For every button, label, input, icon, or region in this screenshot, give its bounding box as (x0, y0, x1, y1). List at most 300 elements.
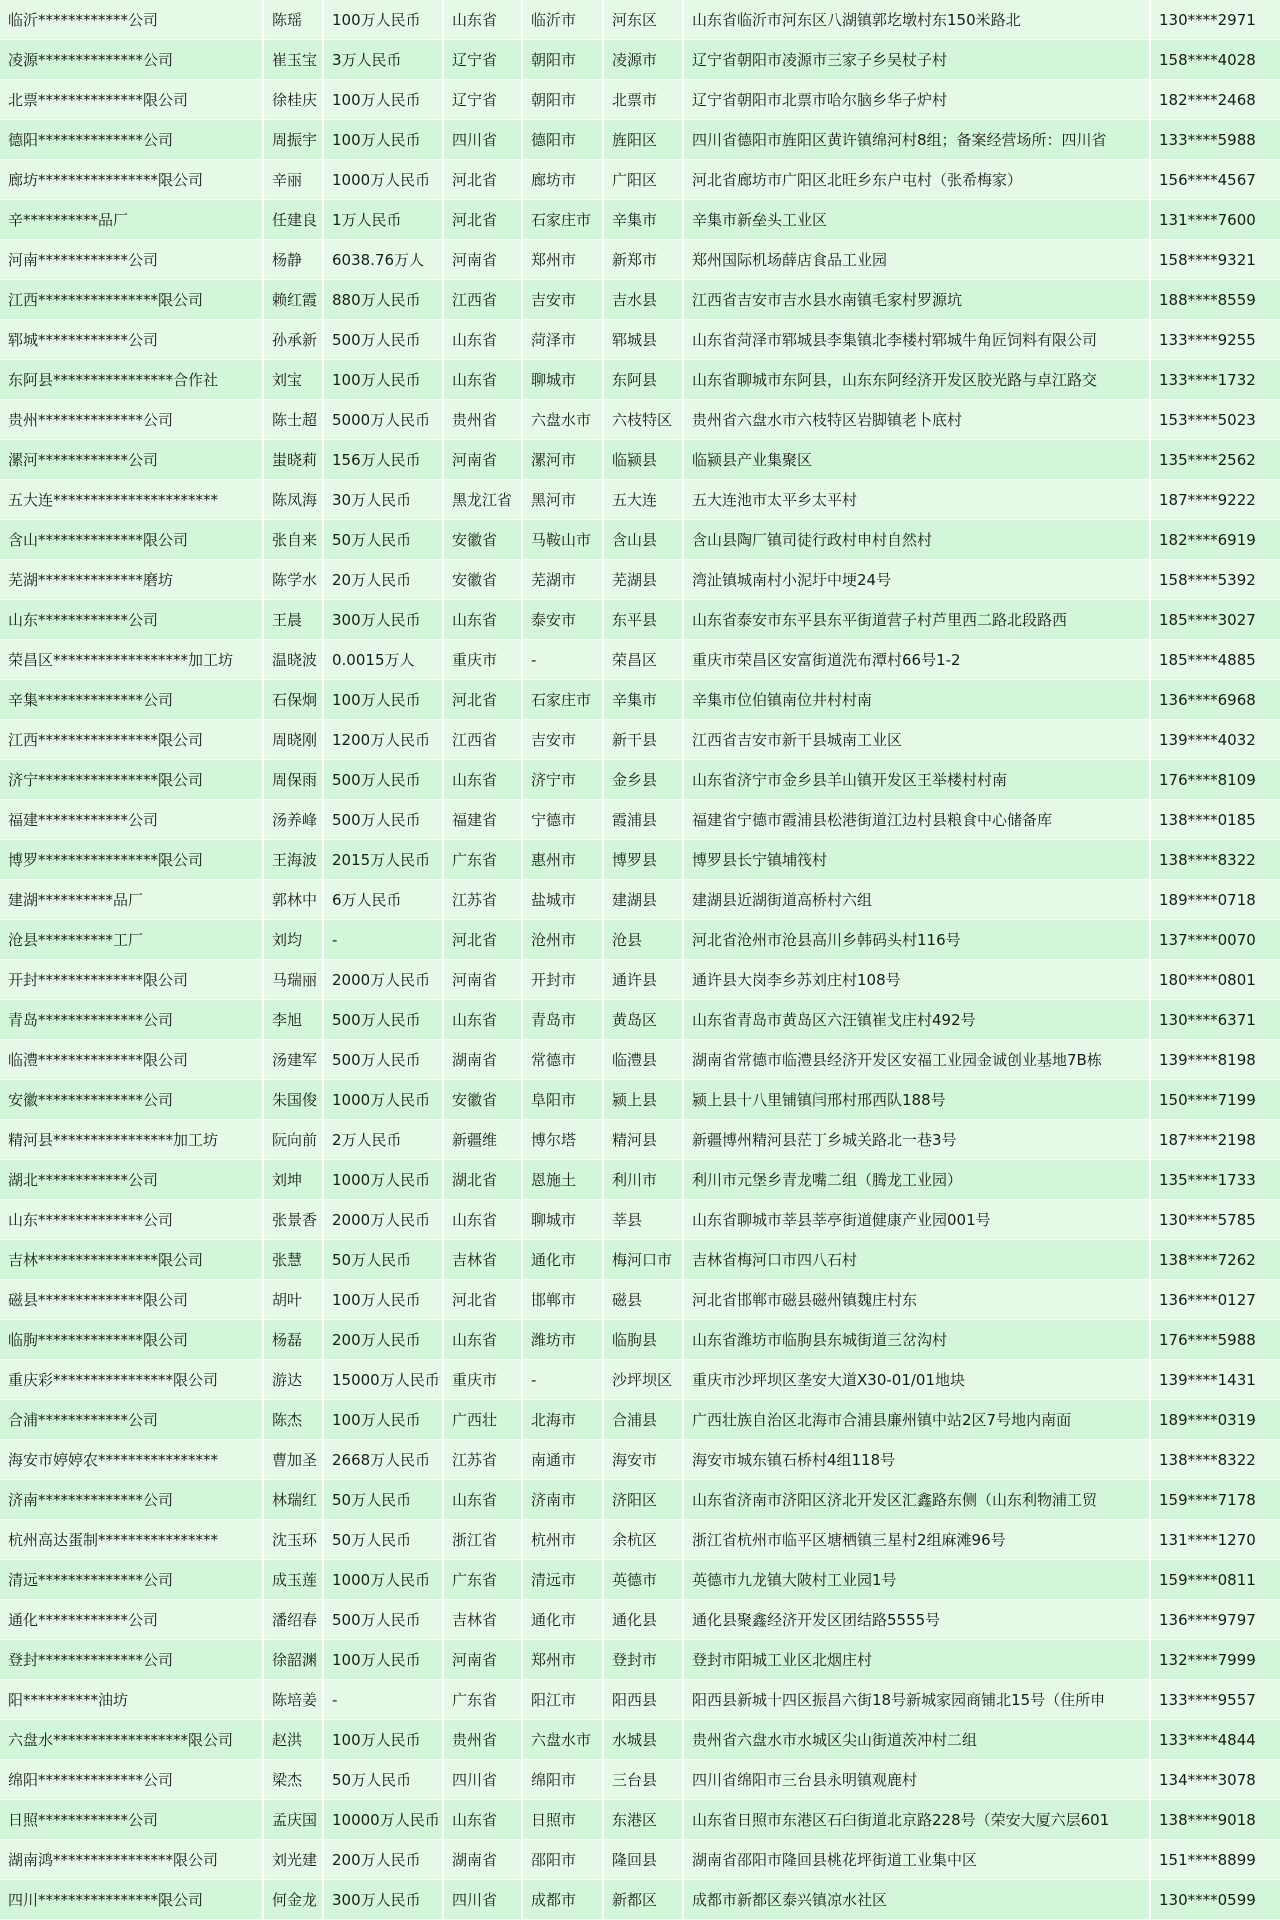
address-cell: 郑州国际机场薛店食品工业园 (684, 240, 1151, 280)
city-cell: 惠州市 (523, 840, 604, 880)
legal-rep-cell: 孟庆国 (264, 1800, 324, 1840)
company-name-cell: 建湖**********品厂 (0, 880, 264, 920)
phone-cell: 159****7178 (1151, 1480, 1280, 1520)
district-cell: 梅河口市 (604, 1240, 684, 1280)
city-cell: 六盘水市 (523, 400, 604, 440)
table-row (0, 800, 1280, 840)
company-name-cell: 临沂************公司 (0, 0, 264, 40)
district-cell: 英德市 (604, 1560, 684, 1600)
registered-capital-cell: 200万人民币 (324, 1320, 444, 1360)
district-cell: 凌源市 (604, 40, 684, 80)
city-cell: 临沂市 (523, 0, 604, 40)
city-cell: 通化市 (523, 1240, 604, 1280)
phone-cell: 133****9255 (1151, 320, 1280, 360)
table-row (0, 1240, 1280, 1280)
district-cell: 广阳区 (604, 160, 684, 200)
phone-cell: 130****6371 (1151, 1000, 1280, 1040)
legal-rep-cell: 马瑞丽 (264, 960, 324, 1000)
registered-capital-cell: 156万人民币 (324, 440, 444, 480)
city-cell: 郑州市 (523, 240, 604, 280)
district-cell: 芜湖县 (604, 560, 684, 600)
company-name-cell: 郓城************公司 (0, 320, 264, 360)
registered-capital-cell: 100万人民币 (324, 680, 444, 720)
legal-rep-cell: 陈凤海 (264, 480, 324, 520)
city-cell: 泰安市 (523, 600, 604, 640)
legal-rep-cell: 周保雨 (264, 760, 324, 800)
district-cell: 利川市 (604, 1160, 684, 1200)
phone-cell: 132****7999 (1151, 1640, 1280, 1680)
legal-rep-cell: 刘宝 (264, 360, 324, 400)
legal-rep-cell: 陈学水 (264, 560, 324, 600)
province-cell: 山东省 (444, 360, 523, 400)
address-cell: 湾沚镇城南村小泥圩中埂24号 (684, 560, 1151, 600)
table-row (0, 1400, 1280, 1440)
phone-cell: 182****2468 (1151, 80, 1280, 120)
company-name-cell: 芜湖**************磨坊 (0, 560, 264, 600)
address-cell: 山东省临沂市河东区八湖镇郭圪墩村东150米路北 (684, 0, 1151, 40)
company-name-cell: 贵州**************公司 (0, 400, 264, 440)
phone-cell: 133****1732 (1151, 360, 1280, 400)
city-cell: 漯河市 (523, 440, 604, 480)
phone-cell: 187****9222 (1151, 480, 1280, 520)
address-cell: 广西壮族自治区北海市合浦县廉州镇中站2区7号地内南面 (684, 1400, 1151, 1440)
registered-capital-cell: 100万人民币 (324, 1400, 444, 1440)
registered-capital-cell: 1000万人民币 (324, 1080, 444, 1120)
district-cell: 沙坪坝区 (604, 1360, 684, 1400)
registered-capital-cell: 50万人民币 (324, 1760, 444, 1800)
city-cell: 济宁市 (523, 760, 604, 800)
legal-rep-cell: 何金龙 (264, 1880, 324, 1920)
district-cell: 建湖县 (604, 880, 684, 920)
district-cell: 金乡县 (604, 760, 684, 800)
city-cell: 芜湖市 (523, 560, 604, 600)
table-row (0, 200, 1280, 240)
city-cell: 北海市 (523, 1400, 604, 1440)
table-row (0, 1640, 1280, 1680)
province-cell: 吉林省 (444, 1600, 523, 1640)
table-row (0, 1440, 1280, 1480)
registered-capital-cell: 1200万人民币 (324, 720, 444, 760)
company-name-cell: 杭州高达蛋制**************** (0, 1520, 264, 1560)
legal-rep-cell: 潘绍春 (264, 1600, 324, 1640)
phone-cell: 139****1431 (1151, 1360, 1280, 1400)
address-cell: 山东省聊城市莘县莘亭街道健康产业园001号 (684, 1200, 1151, 1240)
province-cell: 广东省 (444, 1560, 523, 1600)
company-name-cell: 德阳**************公司 (0, 120, 264, 160)
province-cell: 河北省 (444, 160, 523, 200)
phone-cell: 189****0319 (1151, 1400, 1280, 1440)
address-cell: 贵州省六盘水市六枝特区岩脚镇老卜底村 (684, 400, 1151, 440)
registered-capital-cell: 1000万人民币 (324, 1160, 444, 1200)
company-name-cell: 江西****************限公司 (0, 280, 264, 320)
province-cell: 山东省 (444, 0, 523, 40)
district-cell: 辛集市 (604, 200, 684, 240)
phone-cell: 138****8322 (1151, 840, 1280, 880)
district-cell: 临朐县 (604, 1320, 684, 1360)
registered-capital-cell: 300万人民币 (324, 1880, 444, 1920)
city-cell: 德阳市 (523, 120, 604, 160)
legal-rep-cell: 朱国俊 (264, 1080, 324, 1120)
district-cell: 通化县 (604, 1600, 684, 1640)
table-row (0, 120, 1280, 160)
legal-rep-cell: 刘坤 (264, 1160, 324, 1200)
table-row (0, 400, 1280, 440)
city-cell: 日照市 (523, 1800, 604, 1840)
table-row (0, 1200, 1280, 1240)
company-name-cell: 安徽**************公司 (0, 1080, 264, 1120)
province-cell: 山东省 (444, 1480, 523, 1520)
registered-capital-cell: 6万人民币 (324, 880, 444, 920)
city-cell: 邵阳市 (523, 1840, 604, 1880)
city-cell: 菏泽市 (523, 320, 604, 360)
district-cell: 精河县 (604, 1120, 684, 1160)
registered-capital-cell: 300万人民币 (324, 600, 444, 640)
table-row (0, 840, 1280, 880)
table-row (0, 1160, 1280, 1200)
table-row (0, 1320, 1280, 1360)
legal-rep-cell: 游达 (264, 1360, 324, 1400)
district-cell: 莘县 (604, 1200, 684, 1240)
table-row (0, 1120, 1280, 1160)
province-cell: 广东省 (444, 840, 523, 880)
city-cell: 清远市 (523, 1560, 604, 1600)
registered-capital-cell: 20万人民币 (324, 560, 444, 600)
district-cell: 余杭区 (604, 1520, 684, 1560)
company-name-cell: 含山**************限公司 (0, 520, 264, 560)
company-name-cell: 漯河************公司 (0, 440, 264, 480)
registered-capital-cell: 50万人民币 (324, 520, 444, 560)
address-cell: 江西省吉安市吉水县水南镇毛家村罗源坑 (684, 280, 1151, 320)
phone-cell: 187****2198 (1151, 1120, 1280, 1160)
phone-cell: 137****0070 (1151, 920, 1280, 960)
city-cell: 朝阳市 (523, 80, 604, 120)
province-cell: 河南省 (444, 960, 523, 1000)
company-name-cell: 济宁****************限公司 (0, 760, 264, 800)
province-cell: 四川省 (444, 1760, 523, 1800)
table-row (0, 720, 1280, 760)
legal-rep-cell: 张自来 (264, 520, 324, 560)
company-name-cell: 海安市婷婷农**************** (0, 1440, 264, 1480)
address-cell: 江西省吉安市新干县城南工业区 (684, 720, 1151, 760)
company-name-cell: 登封**************公司 (0, 1640, 264, 1680)
company-name-cell: 临朐**************限公司 (0, 1320, 264, 1360)
address-cell: 山东省泰安市东平县东平街道营子村芦里西二路北段路西 (684, 600, 1151, 640)
company-name-cell: 沧县**********工厂 (0, 920, 264, 960)
address-cell: 登封市阳城工业区北烟庄村 (684, 1640, 1151, 1680)
phone-cell: 138****8322 (1151, 1440, 1280, 1480)
legal-rep-cell: 郭林中 (264, 880, 324, 920)
city-cell: - (523, 1360, 604, 1400)
company-name-cell: 荣昌区******************加工坊 (0, 640, 264, 680)
company-name-cell: 东阿县****************合作社 (0, 360, 264, 400)
phone-cell: 156****4567 (1151, 160, 1280, 200)
district-cell: 五大连 (604, 480, 684, 520)
province-cell: 黑龙江省 (444, 480, 523, 520)
registered-capital-cell: 2015万人民币 (324, 840, 444, 880)
address-cell: 河北省廊坊市广阳区北旺乡东户屯村（张希梅家） (684, 160, 1151, 200)
city-cell: 博尔塔 (523, 1120, 604, 1160)
phone-cell: 188****8559 (1151, 280, 1280, 320)
legal-rep-cell: 汤建军 (264, 1040, 324, 1080)
table-row (0, 1040, 1280, 1080)
registered-capital-cell: 2000万人民币 (324, 960, 444, 1000)
province-cell: 湖南省 (444, 1040, 523, 1080)
address-cell: 重庆市沙坪坝区垄安大道X30-01/01地块 (684, 1360, 1151, 1400)
province-cell: 山东省 (444, 1320, 523, 1360)
address-cell: 利川市元堡乡青龙嘴二组（腾龙工业园） (684, 1160, 1151, 1200)
province-cell: 河北省 (444, 680, 523, 720)
company-name-cell: 吉林****************限公司 (0, 1240, 264, 1280)
city-cell: 杭州市 (523, 1520, 604, 1560)
legal-rep-cell: 陈杰 (264, 1400, 324, 1440)
legal-rep-cell: 成玉莲 (264, 1560, 324, 1600)
phone-cell: 138****0185 (1151, 800, 1280, 840)
table-row (0, 560, 1280, 600)
registered-capital-cell: 3万人民币 (324, 40, 444, 80)
registered-capital-cell: 200万人民币 (324, 1840, 444, 1880)
province-cell: 江苏省 (444, 1440, 523, 1480)
province-cell: 江苏省 (444, 880, 523, 920)
district-cell: 临澧县 (604, 1040, 684, 1080)
company-name-cell: 四川****************限公司 (0, 1880, 264, 1920)
legal-rep-cell: 曹加圣 (264, 1440, 324, 1480)
registered-capital-cell: 500万人民币 (324, 1040, 444, 1080)
province-cell: 江西省 (444, 720, 523, 760)
legal-rep-cell: 徐韶渊 (264, 1640, 324, 1680)
registered-capital-cell: 100万人民币 (324, 1280, 444, 1320)
city-cell: 石家庄市 (523, 680, 604, 720)
table-row (0, 1280, 1280, 1320)
district-cell: 新郑市 (604, 240, 684, 280)
legal-rep-cell: 沈玉环 (264, 1520, 324, 1560)
address-cell: 四川省德阳市旌阳区黄许镇绵河村8组；备案经营场所：四川省 (684, 120, 1151, 160)
address-cell: 河北省沧州市沧县高川乡韩码头村116号 (684, 920, 1151, 960)
address-cell: 新疆博州精河县茫丁乡城关路北一巷3号 (684, 1120, 1151, 1160)
legal-rep-cell: 汤养峰 (264, 800, 324, 840)
district-cell: 沧县 (604, 920, 684, 960)
city-cell: 廊坊市 (523, 160, 604, 200)
phone-cell: 135****2562 (1151, 440, 1280, 480)
address-cell: 颍上县十八里铺镇闫邢村邢西队188号 (684, 1080, 1151, 1120)
registered-capital-cell: 50万人民币 (324, 1520, 444, 1560)
legal-rep-cell: 蚩晓莉 (264, 440, 324, 480)
phone-cell: 134****3078 (1151, 1760, 1280, 1800)
district-cell: 合浦县 (604, 1400, 684, 1440)
address-cell: 通化县聚鑫经济开发区团结路5555号 (684, 1600, 1151, 1640)
city-cell: 朝阳市 (523, 40, 604, 80)
company-name-cell: 辛集**************公司 (0, 680, 264, 720)
province-cell: 广西壮 (444, 1400, 523, 1440)
district-cell: 黄岛区 (604, 1000, 684, 1040)
table-row (0, 1880, 1280, 1920)
legal-rep-cell: 林瑞红 (264, 1480, 324, 1520)
district-cell: 颍上县 (604, 1080, 684, 1120)
phone-cell: 139****4032 (1151, 720, 1280, 760)
phone-cell: 131****7600 (1151, 200, 1280, 240)
province-cell: 重庆市 (444, 640, 523, 680)
province-cell: 浙江省 (444, 1520, 523, 1560)
city-cell: 邯郸市 (523, 1280, 604, 1320)
province-cell: 河北省 (444, 200, 523, 240)
province-cell: 新疆维 (444, 1120, 523, 1160)
company-name-cell: 凌源**************公司 (0, 40, 264, 80)
phone-cell: 153****5023 (1151, 400, 1280, 440)
address-cell: 山东省济南市济阳区济北开发区汇鑫路东侧（山东利物浦工贸 (684, 1480, 1151, 1520)
table-row (0, 880, 1280, 920)
phone-cell: 135****1733 (1151, 1160, 1280, 1200)
address-cell: 贵州省六盘水市水城区尖山街道茨冲村二组 (684, 1720, 1151, 1760)
registered-capital-cell: 0.0015万人 (324, 640, 444, 680)
table-row (0, 1800, 1280, 1840)
phone-cell: 158****5392 (1151, 560, 1280, 600)
city-cell: 吉安市 (523, 720, 604, 760)
registered-capital-cell: 100万人民币 (324, 120, 444, 160)
table-row (0, 640, 1280, 680)
company-name-cell: 廊坊****************限公司 (0, 160, 264, 200)
table-row (0, 280, 1280, 320)
address-cell: 山东省日照市东港区石臼街道北京路228号（荣安大厦六层601 (684, 1800, 1151, 1840)
phone-cell: 136****9797 (1151, 1600, 1280, 1640)
province-cell: 山东省 (444, 320, 523, 360)
legal-rep-cell: 阮向前 (264, 1120, 324, 1160)
legal-rep-cell: 王海波 (264, 840, 324, 880)
company-name-cell: 合浦************公司 (0, 1400, 264, 1440)
district-cell: 磁县 (604, 1280, 684, 1320)
registered-capital-cell: 880万人民币 (324, 280, 444, 320)
district-cell: 新干县 (604, 720, 684, 760)
district-cell: 北票市 (604, 80, 684, 120)
registered-capital-cell: 500万人民币 (324, 1000, 444, 1040)
address-cell: 阳西县新城十四区振昌六街18号新城家园商铺北15号（住所申 (684, 1680, 1151, 1720)
phone-cell: 158****4028 (1151, 40, 1280, 80)
city-cell: 通化市 (523, 1600, 604, 1640)
district-cell: 临颍县 (604, 440, 684, 480)
phone-cell: 159****0811 (1151, 1560, 1280, 1600)
district-cell: 博罗县 (604, 840, 684, 880)
registered-capital-cell: - (324, 1680, 444, 1720)
district-cell: 海安市 (604, 1440, 684, 1480)
address-cell: 辛集市位伯镇南位井村村南 (684, 680, 1151, 720)
address-cell: 福建省宁德市霞浦县松港街道江边村县粮食中心储备库 (684, 800, 1151, 840)
address-cell: 湖南省邵阳市隆回县桃花坪街道工业集中区 (684, 1840, 1151, 1880)
legal-rep-cell: 杨静 (264, 240, 324, 280)
district-cell: 新都区 (604, 1880, 684, 1920)
company-name-cell: 山东************公司 (0, 600, 264, 640)
province-cell: 山东省 (444, 1800, 523, 1840)
company-name-cell: 湖北************公司 (0, 1160, 264, 1200)
province-cell: 河南省 (444, 1640, 523, 1680)
address-cell: 博罗县长宁镇埔筏村 (684, 840, 1151, 880)
company-name-cell: 阳**********油坊 (0, 1680, 264, 1720)
phone-cell: 131****1270 (1151, 1520, 1280, 1560)
address-cell: 山东省潍坊市临朐县东城街道三岔沟村 (684, 1320, 1151, 1360)
city-cell: 绵阳市 (523, 1760, 604, 1800)
phone-cell: 130****2971 (1151, 0, 1280, 40)
province-cell: 重庆市 (444, 1360, 523, 1400)
district-cell: 旌阳区 (604, 120, 684, 160)
province-cell: 安徽省 (444, 520, 523, 560)
city-cell: 吉安市 (523, 280, 604, 320)
phone-cell: 136****0127 (1151, 1280, 1280, 1320)
province-cell: 福建省 (444, 800, 523, 840)
registered-capital-cell: 2000万人民币 (324, 1200, 444, 1240)
registered-capital-cell: - (324, 920, 444, 960)
table-row (0, 240, 1280, 280)
phone-cell: 138****7262 (1151, 1240, 1280, 1280)
address-cell: 通许县大岗李乡苏刘庄村108号 (684, 960, 1151, 1000)
phone-cell: 130****0599 (1151, 1880, 1280, 1920)
district-cell: 阳西县 (604, 1680, 684, 1720)
legal-rep-cell: 周振宇 (264, 120, 324, 160)
province-cell: 吉林省 (444, 1240, 523, 1280)
table-row (0, 160, 1280, 200)
district-cell: 水城县 (604, 1720, 684, 1760)
registered-capital-cell: 1000万人民币 (324, 1560, 444, 1600)
company-name-cell: 开封**************限公司 (0, 960, 264, 1000)
company-name-cell: 磁县**************限公司 (0, 1280, 264, 1320)
company-name-cell: 日照************公司 (0, 1800, 264, 1840)
province-cell: 广东省 (444, 1680, 523, 1720)
address-cell: 五大连池市太平乡太平村 (684, 480, 1151, 520)
phone-cell: 133****9557 (1151, 1680, 1280, 1720)
company-name-cell: 绵阳**************公司 (0, 1760, 264, 1800)
city-cell: 南通市 (523, 1440, 604, 1480)
province-cell: 河北省 (444, 920, 523, 960)
phone-cell: 185****4885 (1151, 640, 1280, 680)
phone-cell: 189****0718 (1151, 880, 1280, 920)
province-cell: 安徽省 (444, 560, 523, 600)
legal-rep-cell: 赵洪 (264, 1720, 324, 1760)
address-cell: 建湖县近湖街道高桥村六组 (684, 880, 1151, 920)
address-cell: 成都市新都区泰兴镇凉水社区 (684, 1880, 1151, 1920)
registered-capital-cell: 500万人民币 (324, 1600, 444, 1640)
city-cell: 聊城市 (523, 1200, 604, 1240)
city-cell: 阳江市 (523, 1680, 604, 1720)
company-name-cell: 江西****************限公司 (0, 720, 264, 760)
phone-cell: 176****5988 (1151, 1320, 1280, 1360)
city-cell: 石家庄市 (523, 200, 604, 240)
district-cell: 霞浦县 (604, 800, 684, 840)
table-row (0, 1840, 1280, 1880)
registered-capital-cell: 100万人民币 (324, 80, 444, 120)
legal-rep-cell: 陈士超 (264, 400, 324, 440)
city-cell: 青岛市 (523, 1000, 604, 1040)
district-cell: 荣昌区 (604, 640, 684, 680)
district-cell: 六枝特区 (604, 400, 684, 440)
company-name-cell: 辛**********品厂 (0, 200, 264, 240)
table-row (0, 1080, 1280, 1120)
district-cell: 辛集市 (604, 680, 684, 720)
table-row (0, 440, 1280, 480)
district-cell: 东港区 (604, 1800, 684, 1840)
address-cell: 辽宁省朝阳市凌源市三家子乡吴杖子村 (684, 40, 1151, 80)
phone-cell: 130****5785 (1151, 1200, 1280, 1240)
city-cell: 郑州市 (523, 1640, 604, 1680)
address-cell: 浙江省杭州市临平区塘栖镇三星村2组麻滩96号 (684, 1520, 1151, 1560)
phone-cell: 158****9321 (1151, 240, 1280, 280)
company-name-cell: 北票**************限公司 (0, 80, 264, 120)
district-cell: 河东区 (604, 0, 684, 40)
company-name-cell: 精河县****************加工坊 (0, 1120, 264, 1160)
province-cell: 山东省 (444, 600, 523, 640)
legal-rep-cell: 石保炯 (264, 680, 324, 720)
registered-capital-cell: 2668万人民币 (324, 1440, 444, 1480)
address-cell: 临颍县产业集聚区 (684, 440, 1151, 480)
registered-capital-cell: 10000万人民币 (324, 1800, 444, 1840)
city-cell: 恩施土 (523, 1160, 604, 1200)
table-row (0, 680, 1280, 720)
address-cell: 山东省聊城市东阿县，山东东阿经济开发区胶光路与卓江路交 (684, 360, 1151, 400)
